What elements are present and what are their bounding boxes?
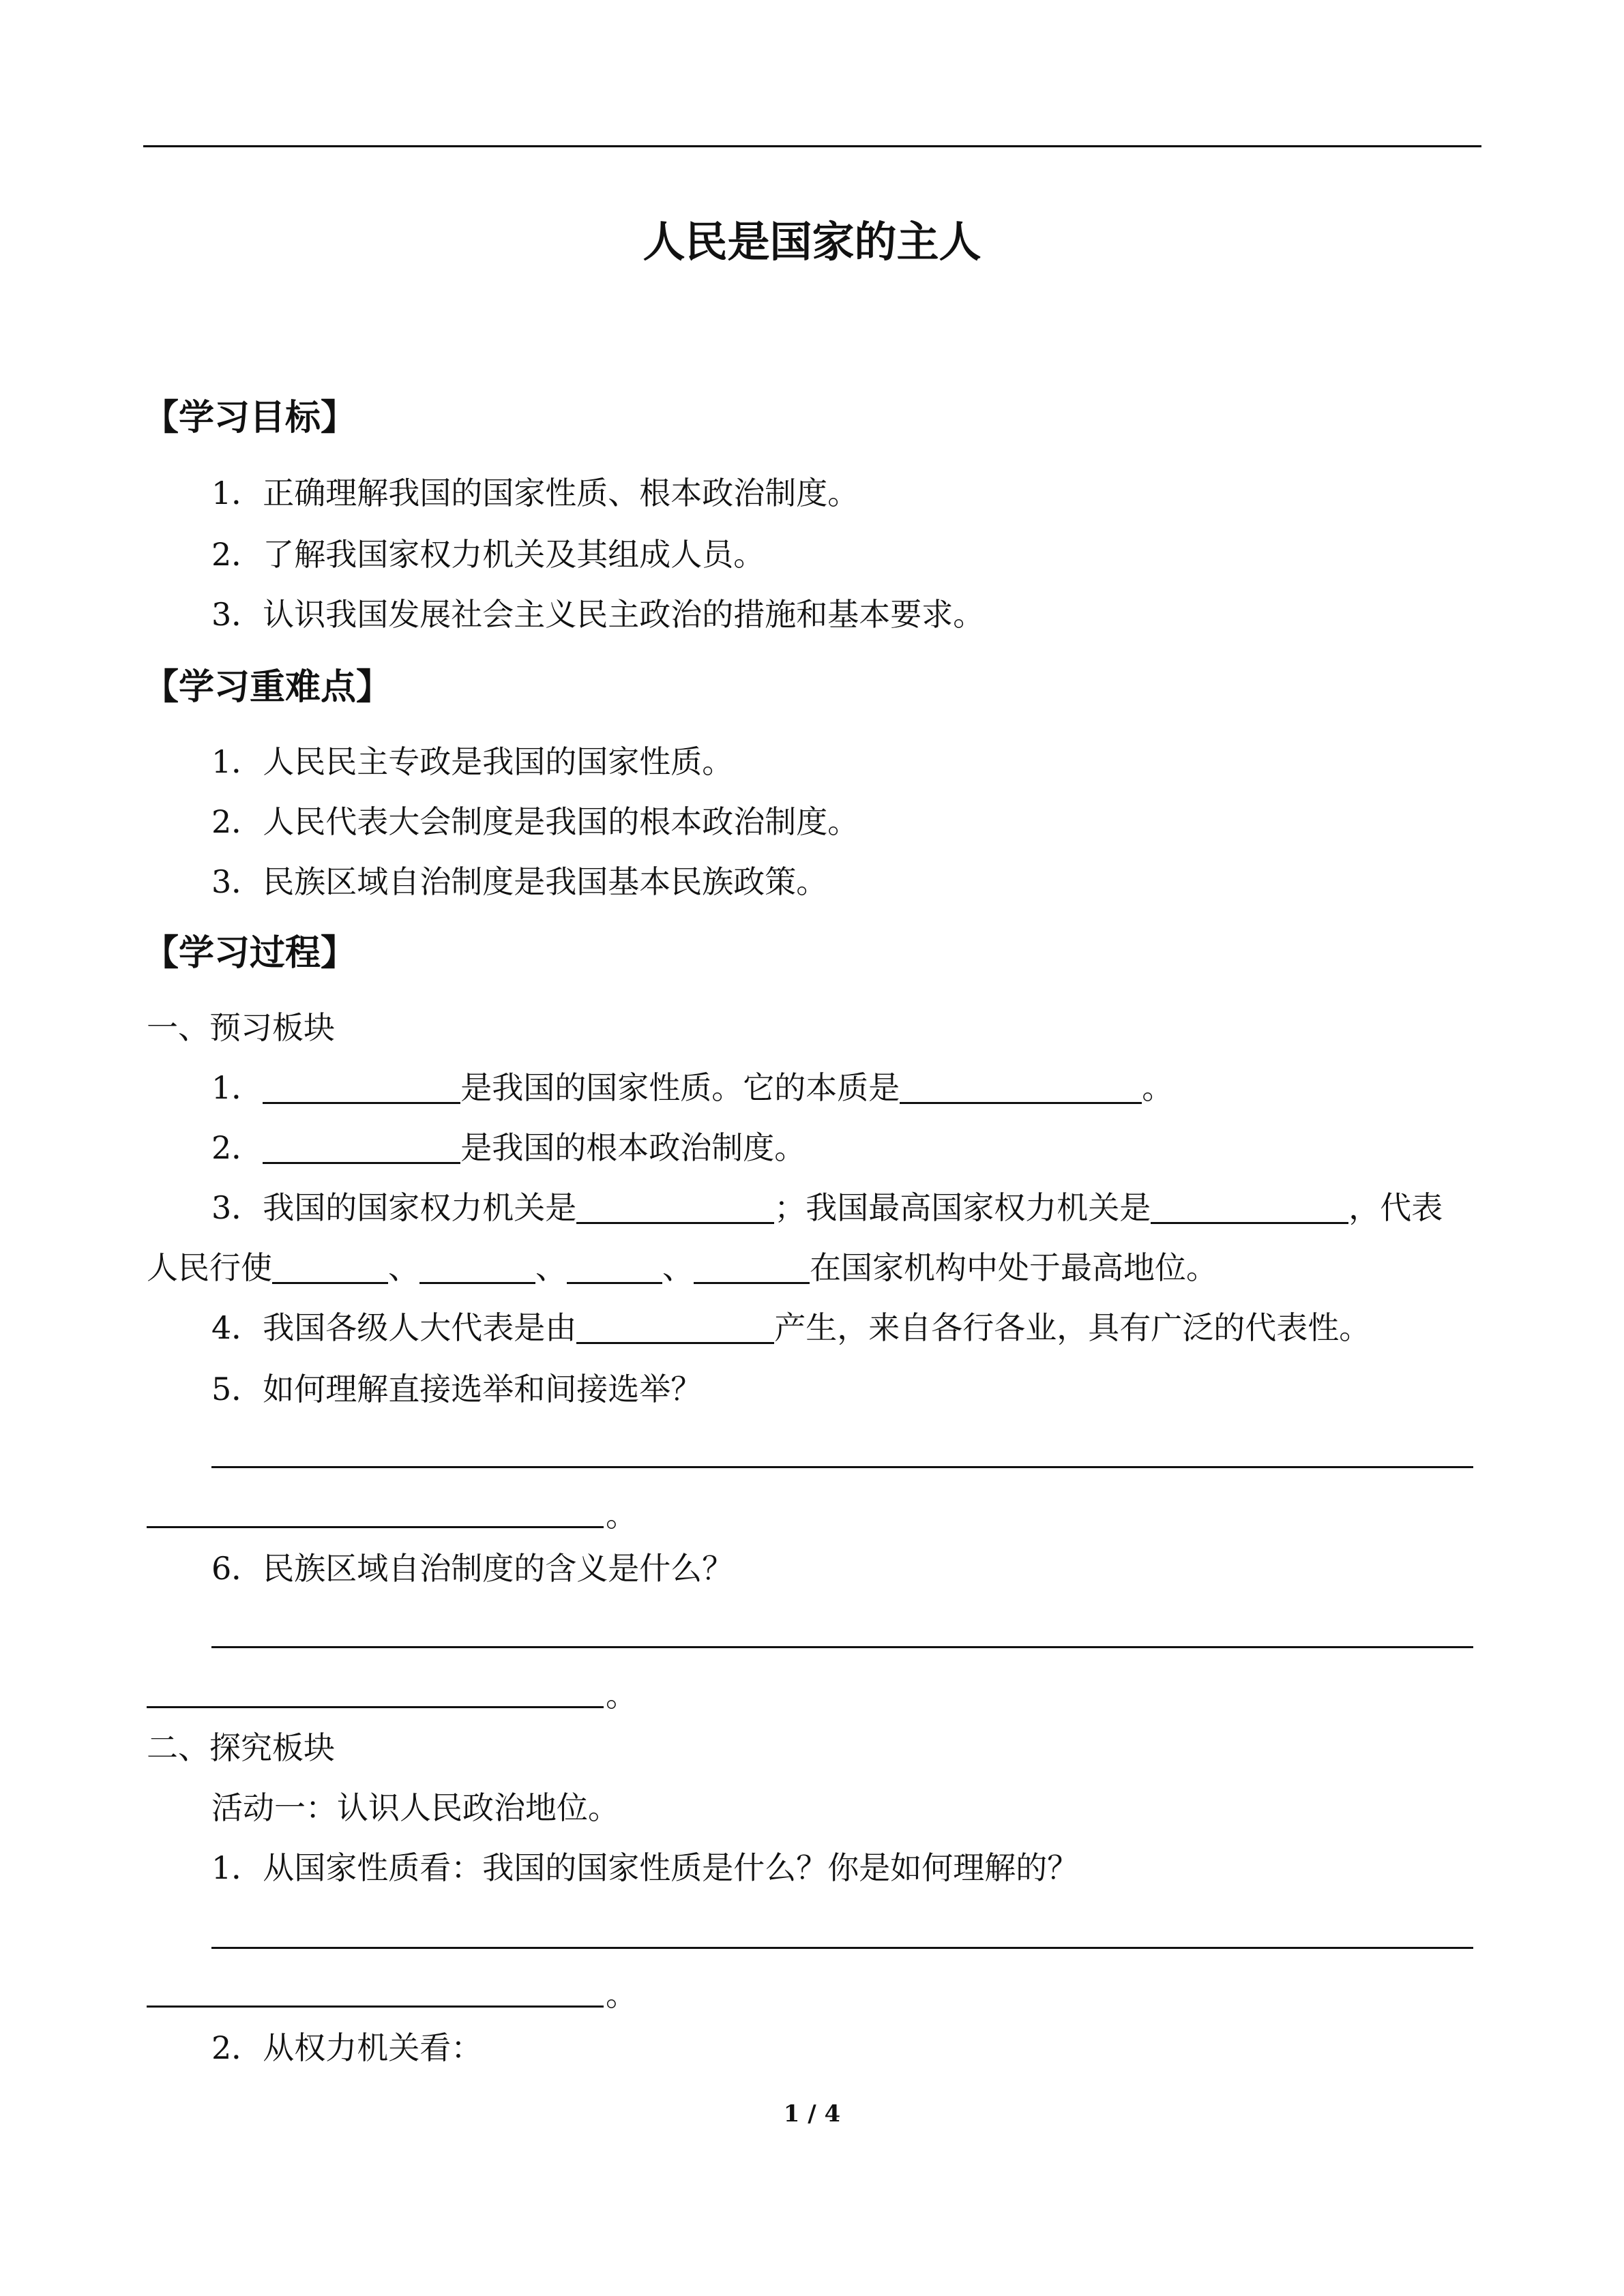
q3-text-a: 3．我国的国家权力机关是 bbox=[211, 1189, 577, 1226]
fill-blank[interactable] bbox=[576, 1191, 774, 1224]
section-heading-keys: 【学习重难点】 bbox=[143, 667, 392, 708]
q2-text: 是我国的根本政治制度。 bbox=[460, 1129, 806, 1166]
separator: 、 bbox=[662, 1249, 694, 1286]
section-heading-process: 【学习过程】 bbox=[143, 933, 357, 974]
q4-text-a: 4．我国各级人大代表是由 bbox=[211, 1309, 577, 1346]
preview-q4 bbox=[211, 1307, 1370, 1348]
fill-blank[interactable] bbox=[263, 1071, 460, 1104]
answer-line[interactable] bbox=[211, 1466, 1473, 1468]
page-title: 人民是国家的主人 bbox=[643, 217, 981, 267]
answer-line[interactable] bbox=[211, 1947, 1473, 1949]
q4-text-b: 产生，来自各行各业，具有广泛的代表性。 bbox=[774, 1309, 1371, 1346]
preview-q6: 6．民族区域自治制度的含义是什么？ bbox=[211, 1550, 734, 1587]
answer-line[interactable] bbox=[147, 1526, 604, 1528]
answer-line[interactable] bbox=[147, 1706, 604, 1708]
preview-q2 bbox=[211, 1127, 806, 1168]
goal-item: 3．认识我国发展社会主义民主政治的措施和基本要求。 bbox=[211, 596, 985, 633]
activity-q1: 1．从国家性质看：我国的国家性质是什么？你是如何理解的？ bbox=[211, 1849, 1079, 1886]
answer-period: 。 bbox=[606, 1677, 637, 1714]
fill-blank[interactable] bbox=[900, 1071, 1142, 1104]
separator: 、 bbox=[535, 1249, 567, 1286]
goal-item: 2．了解我国家权力机关及其组成人员。 bbox=[211, 536, 765, 573]
answer-line[interactable] bbox=[211, 1646, 1473, 1648]
q1-end: 。 bbox=[1142, 1069, 1174, 1106]
preview-q1 bbox=[211, 1067, 1173, 1108]
fill-blank[interactable] bbox=[419, 1251, 535, 1284]
q1-text: 是我国的国家性质。它的本质是 bbox=[460, 1069, 900, 1106]
explore-heading: 二、探究板块 bbox=[147, 1729, 335, 1766]
q2-number: 2． bbox=[211, 1129, 263, 1166]
q3-text-b: ；我国最高国家权力机关是 bbox=[774, 1189, 1151, 1226]
fill-blank[interactable] bbox=[694, 1251, 810, 1284]
answer-line[interactable] bbox=[147, 2006, 604, 2008]
fill-blank[interactable] bbox=[576, 1311, 774, 1344]
key-item: 2．人民代表大会制度是我国的根本政治制度。 bbox=[211, 803, 859, 840]
q3-text-e: 在国家机构中处于最高地位。 bbox=[810, 1249, 1217, 1286]
section-heading-goals: 【学习目标】 bbox=[143, 398, 357, 438]
q1-number: 1． bbox=[211, 1069, 263, 1106]
preview-q5: 5．如何理解直接选举和间接选举？ bbox=[211, 1371, 703, 1407]
fill-blank[interactable] bbox=[567, 1251, 662, 1284]
preview-heading: 一、预习板块 bbox=[147, 1009, 335, 1046]
fill-blank[interactable] bbox=[272, 1251, 388, 1284]
activity-q2: 2．从权力机关看： bbox=[211, 2029, 483, 2066]
fill-blank[interactable] bbox=[1151, 1191, 1348, 1224]
q3-text-d: 人民行使 bbox=[147, 1249, 272, 1286]
separator: 、 bbox=[388, 1249, 419, 1286]
fill-blank[interactable] bbox=[263, 1131, 460, 1164]
answer-period: 。 bbox=[606, 1497, 637, 1534]
activity-one: 活动一：认识人民政治地位。 bbox=[211, 1789, 619, 1826]
goal-item: 1．正确理解我国的国家性质、根本政治制度。 bbox=[211, 475, 859, 511]
answer-period: 。 bbox=[606, 1976, 637, 2013]
preview-q3 bbox=[211, 1187, 1443, 1228]
q3-text-c: ，代表 bbox=[1348, 1189, 1443, 1226]
key-item: 3．民族区域自治制度是我国基本民族政策。 bbox=[211, 863, 828, 900]
key-item: 1．人民民主专政是我国的国家性质。 bbox=[211, 743, 734, 780]
page-number: 1 / 4 bbox=[783, 2100, 841, 2128]
preview-q3-cont bbox=[147, 1247, 1217, 1288]
header-rule bbox=[143, 145, 1481, 147]
